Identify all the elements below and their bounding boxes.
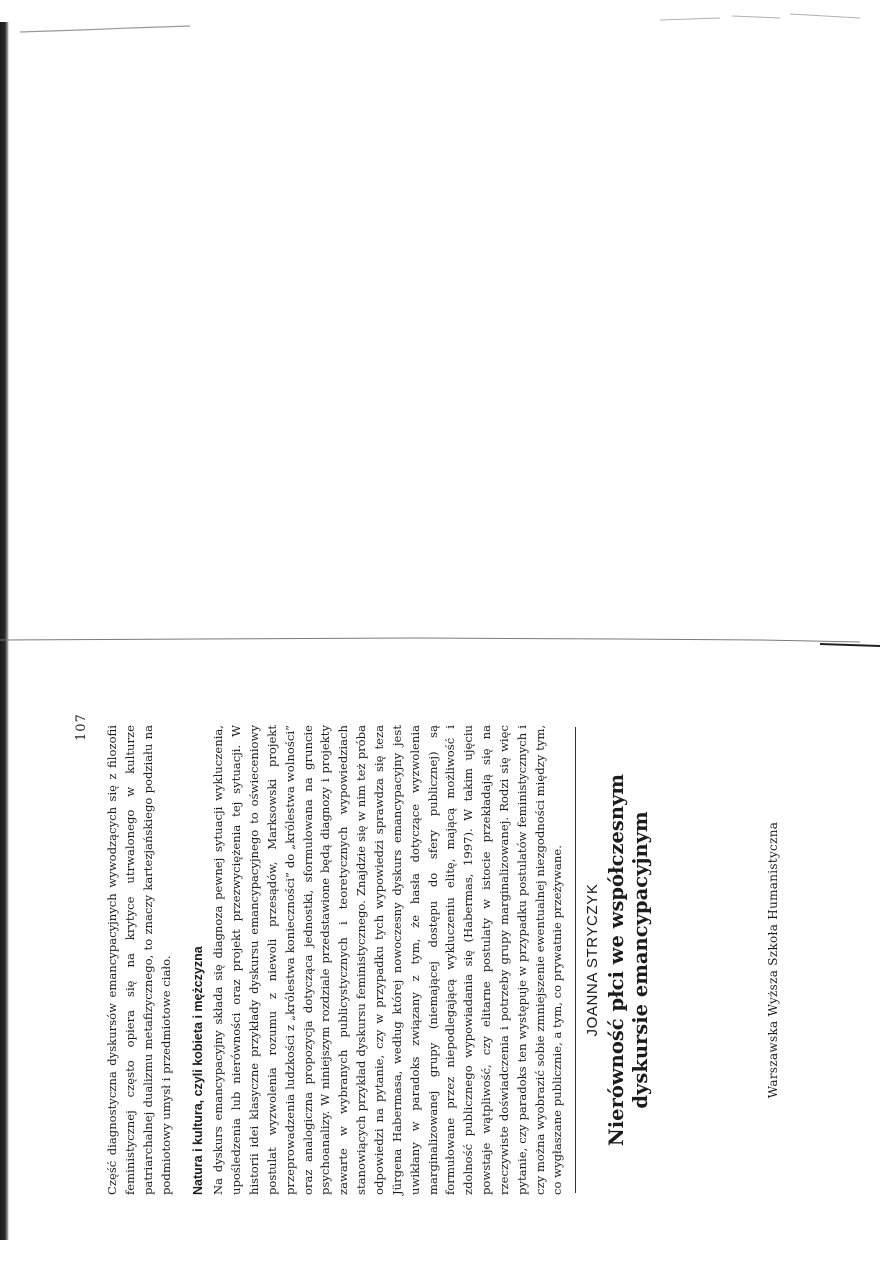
title-rule	[575, 727, 576, 1193]
paragraph-introduction: Na dyskurs emancypacyjny składa się diagnoza pewnej sytuacji wykluczenia, upośledzenia lub nierówności oraz projekt przezwyciężenia tej sytuacji. W historii idei klasyczne przykłady dyskursu emancypacyjnego to oświeceniowy postulat wyzwolenia rozumu z niewoli przesądów, Marksowski projekt przeprowadzenia ludzkości z „królestwa konieczności” do „królestwa wolności” oraz analogiczna propozycja dotycząca jednostki, sformułowana na gruncie psychoanalizy. W niniejszym rozdziale przedstawione będą diagnozy i projekty zawarte w wybranych publicystycznych i teoretycznych wypowiedziach stanowiących przykład dyskursu feministycznego. Znajdzie się w nim też próba odpowiedzi na pytanie, czy w przypadku tych wypowiedzi sprawdza się teza Jürgena Habermasa, według której nowoczesny dyskurs emancypacyjny jest uwikłany w paradoks związany z tym, że hasła dotyczące wyzwolenia marginalizowanej grupy (niemającej dostępu do sfery publicznej) są formułowane przez niepodlegającą wykluczeniu elitę, mającą możliwość i zdolność publicznego wypowiadania się (Habermas, 1997). W takim ujęciu powstaje wątpliwość, czy elitarne postulaty w istocie przekładają się na rzeczywiste doświadczenia i potrzeby grupy marginalizowanej. Rodzi się więc pytanie, czy paradoks ten występuje w przypadku postulatów feministycznych i czy można wyobrazić sobie zmniejszenie ewentualnej niezgodności między tym, co wygłaszane publicznie, a tym, co prywatnie przeżywane.	[211, 725, 565, 1195]
scan-noise-top	[20, 6, 880, 42]
page-fold-line	[0, 636, 880, 648]
institution-name: Warszawska Wyższa Szkoła Humanistyczna	[766, 821, 780, 1099]
author-name: JOANNA STRYCZYK	[584, 883, 601, 1037]
title-line-2: dyskursie emancypacyjnym	[628, 811, 652, 1109]
page-number: 107	[74, 713, 89, 741]
title-line-1: Nierówność płci we współczesnym	[605, 773, 628, 1147]
body-column	[104, 725, 583, 1195]
article-title	[605, 725, 653, 1195]
section-heading: Natura i kultura, czyli kobieta i mężczyzna	[191, 946, 206, 1195]
article-header	[584, 725, 653, 1195]
scan-binding-edge	[0, 22, 9, 1240]
rotated-book-page	[60, 675, 868, 1235]
paragraph-nature-culture: Część diagnostyczna dyskursów emancypacyjnych wywodzących się z filozofii feministycznej często opiera się na krytyce utrwalonego w kulturze patriarchalnej dualizmu metafizycznego, to znaczy kartezjańskiego podziału na podmiotowy umysł i przedmiotowe ciało.	[105, 725, 173, 1195]
